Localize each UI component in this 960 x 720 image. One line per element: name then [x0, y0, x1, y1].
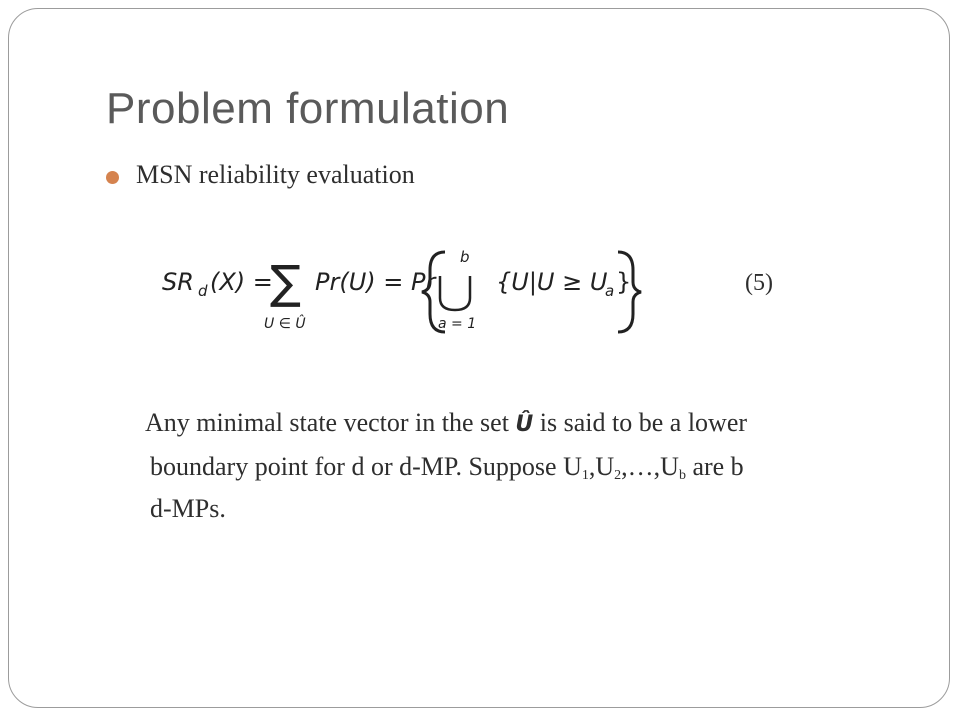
equation-graphic — [160, 240, 800, 340]
para-text-2a: boundary point for d or d-MP. Suppose U — [150, 452, 582, 481]
u-hat-symbol: Û — [515, 412, 534, 437]
eq-set-close: } — [616, 268, 632, 296]
sum-sign-icon: ∑ — [270, 255, 301, 309]
equation-number: (5) — [745, 270, 773, 296]
eq-set: {U|U ≥ U — [496, 268, 608, 296]
eq-mid: Pr(U) = Pr — [315, 268, 436, 296]
sub-2: 2 — [614, 468, 622, 483]
reliability-equation — [160, 240, 800, 340]
eq-lhs: SR — [162, 268, 194, 296]
para-text-2d: are b — [692, 452, 744, 481]
bullet-text: MSN reliability evaluation — [136, 160, 415, 189]
bullet-dot-icon — [106, 171, 119, 184]
paragraph-line-3: d-MPs. — [150, 494, 226, 523]
slide-title: Problem formulation — [106, 84, 510, 133]
eq-union-top: b — [460, 248, 470, 266]
eq-set-sub: a — [605, 282, 615, 300]
eq-lhs-sub: d — [198, 282, 208, 300]
para-text-1a: Any minimal state vector in the set — [145, 408, 509, 437]
sub-1: 1 — [581, 468, 589, 483]
paragraph-line-2 — [150, 452, 744, 484]
union-sign-icon — [440, 276, 470, 310]
sub-3: b — [678, 468, 686, 483]
para-text-2b: ,U — [588, 452, 615, 481]
eq-union-bottom: a = 1 — [438, 316, 477, 332]
para-text-1b: is said to be a lower — [539, 408, 748, 437]
para-text-2c: ,…,U — [621, 452, 679, 481]
eq-lhs-arg: (X) = — [210, 268, 273, 296]
eq-sum-index: U ∈ Û — [264, 316, 306, 332]
paragraph-line-1 — [145, 408, 747, 438]
